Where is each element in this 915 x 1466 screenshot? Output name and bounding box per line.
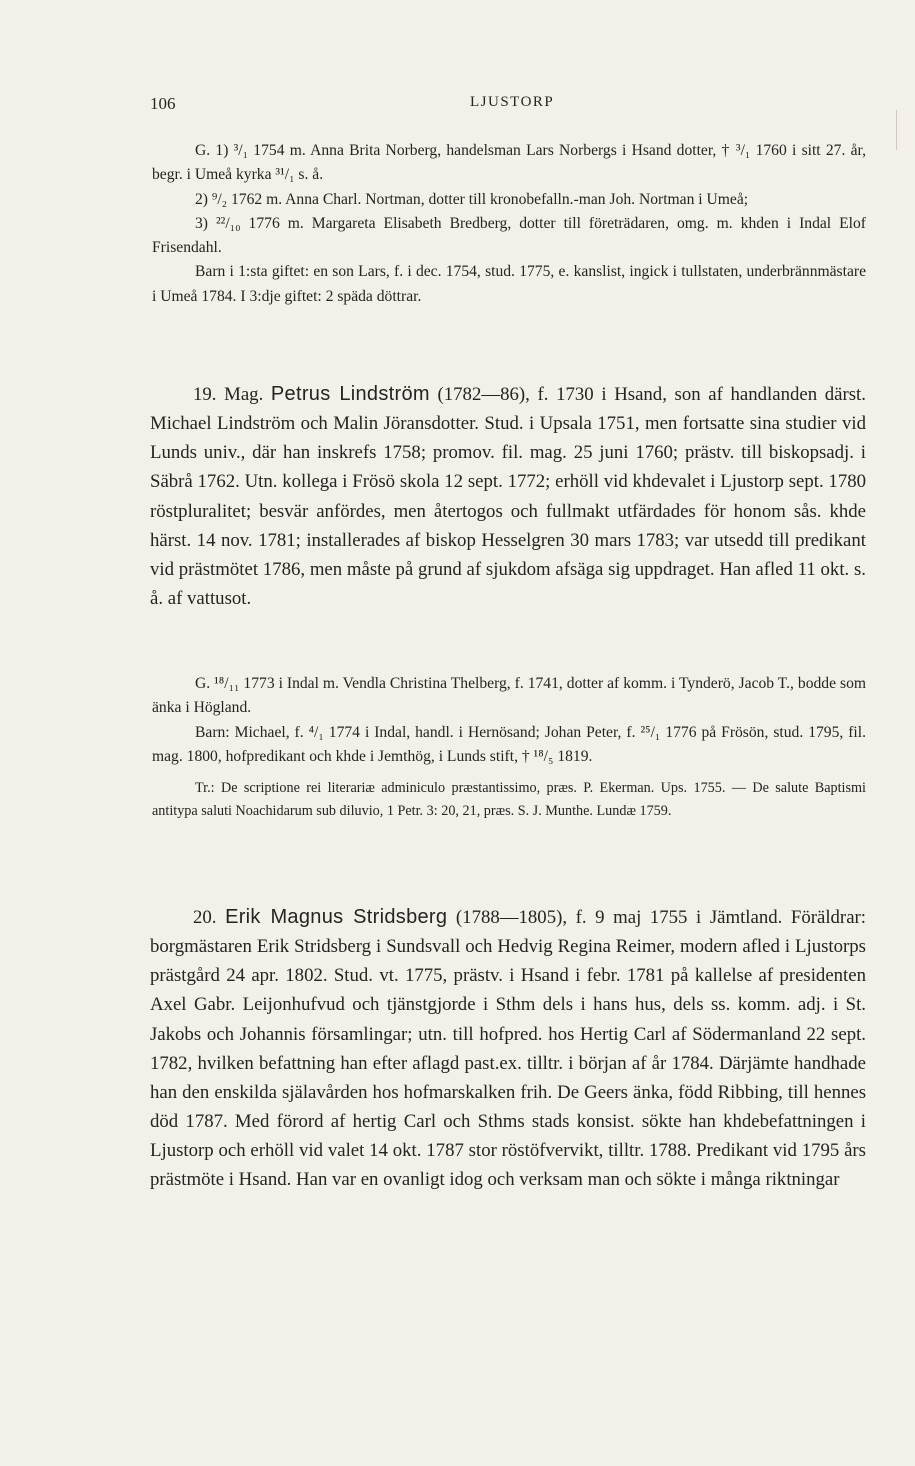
- marriage-2: 2) ⁹/₂ 1762 m. Anna Charl. Nortman, dotter till kronobefalln.-man Joh. Nortman i Umeå;: [195, 190, 749, 208]
- page-number: 106: [150, 94, 176, 113]
- entry-19-text: (1782—86), f. 1730 i Hsand, son af handlanden därst. Michael Lindström och Malin Jöransdotter. Stud. i Upsala 1751, men fortsatte sina studier vid Lunds univ., där han inskrefs 1758; promov. fil. mag. 25 juni 1760; prästv. till biskopsadj. i Säbrå 1762. Utn. kollega i Frösö skola 12 sept. 1772; erhöll vid khdevalet i Ljustorp sept. 1780 röstpluralitet; besvär anfördes, men återtogos och fullmakt utfärdades för honom sås. khde härst. 14 nov. 1781; installerades af biskop Hesselgren 30 mars 1783; var utsedd till predikant vid prästmötet 1786, men måste på grund af sjukdom afsäga sig uppdraget. Han afled 11 okt. s. å. af vattusot.: [150, 384, 866, 610]
- marriage-1: G. 1) ³/₁ 1754 m. Anna Brita Norberg, handelsman Lars Norbergs i Hsand dotter, † ³/₁ 1760 i sitt 27. år, begr. i Umeå kyrka ³¹/₁ s. å.: [152, 142, 866, 184]
- printed-works-19: Tr.: De scriptione rei literariæ adminiculo præstantissimo, præs. P. Ekerman. Ups. 1755. — De salute Baptismi antitypa saluti Noachidarum sub diluvio, 1 Petr. 3: 20, 21, præs. S. J. Munthe. Lundæ 1759.: [152, 780, 866, 819]
- running-title: LJUSTORP: [470, 94, 555, 110]
- page-edge-line: [896, 110, 897, 150]
- entry-20-number: 20.: [193, 907, 217, 928]
- entry-19-prefix: Mag.: [224, 384, 264, 405]
- running-header: [150, 94, 866, 116]
- children-19: Barn: Michael, f. ⁴/₁ 1774 i Indal, handl. i Hernösand; Johan Peter, f. ²⁵/₁ 1776 på Frösön, stud. 1795, fil. mag. 1800, hofpredikant och khde i Jemthög, i Lunds stift, † ¹⁸/₅ 1819.: [152, 723, 866, 765]
- entry-19-number: 19.: [193, 384, 217, 405]
- entry-19: [150, 380, 866, 613]
- entry-20-name: Erik Magnus Stridsberg: [225, 906, 448, 928]
- marriage-19: G. ¹⁸/₁₁ 1773 i Indal m. Vendla Christina Thelberg, f. 1741, dotter af komm. i Tynderö, Jacob T., bodde som änka i Högland.: [152, 675, 866, 717]
- entry-20-text: (1788—1805), f. 9 maj 1755 i Jämtland. Föräldrar: borgmästaren Erik Stridsberg i Sundsvall och Hedvig Regina Reimer, modern afled i Ljustorps prästgård 24 apr. 1802. Stud. vt. 1775, prästv. i Hsand i febr. 1781 på kallelse af presidenten Axel Gabr. Leijonhufvud och tjänstgjorde i Sthm dels i hans hus, dels ss. komm. adj. i St. Jakobs och Johannis församlingar; utn. till hofpred. hos Hertig Carl af Södermanland 22 sept. 1782, hvilken befattning han efter aflagd past.ex. tilltr. i början af år 1784. Därjämte handhade han den enskilda själavården hos hofmarskalken frih. De Geers änka, född Ribbing, till hennes död 1787. Med förord af hertig Carl och Sthms stads konsist. sökte han khdebefattningen i Ljustorp och erhöll vid valet 14 okt. 1787 stor röstöfvervikt, tilltr. 1788. Predikant vid 1795 års prästmöte i Hsand. Han var en ovanligt idog och verksam man och sökte i många riktningar: [150, 907, 866, 1191]
- entry-20: [150, 903, 866, 1195]
- marriage-block-19: [152, 672, 866, 822]
- marriages-block-18: [152, 139, 866, 309]
- entry-19-name: Petrus Lindström: [270, 383, 430, 405]
- marriage-3: 3) ²²/₁₀ 1776 m. Margareta Elisabeth Bredberg, dotter till företrädaren, omg. m. khden i Indal Elof Frisendahl.: [152, 214, 866, 257]
- children-18: Barn i 1:sta giftet: en son Lars, f. i dec. 1754, stud. 1775, e. kanslist, ingick i tullstaten, underbrännmästare i Umeå 1784. I 3:dje giftet: 2 späda döttrar.: [152, 263, 866, 305]
